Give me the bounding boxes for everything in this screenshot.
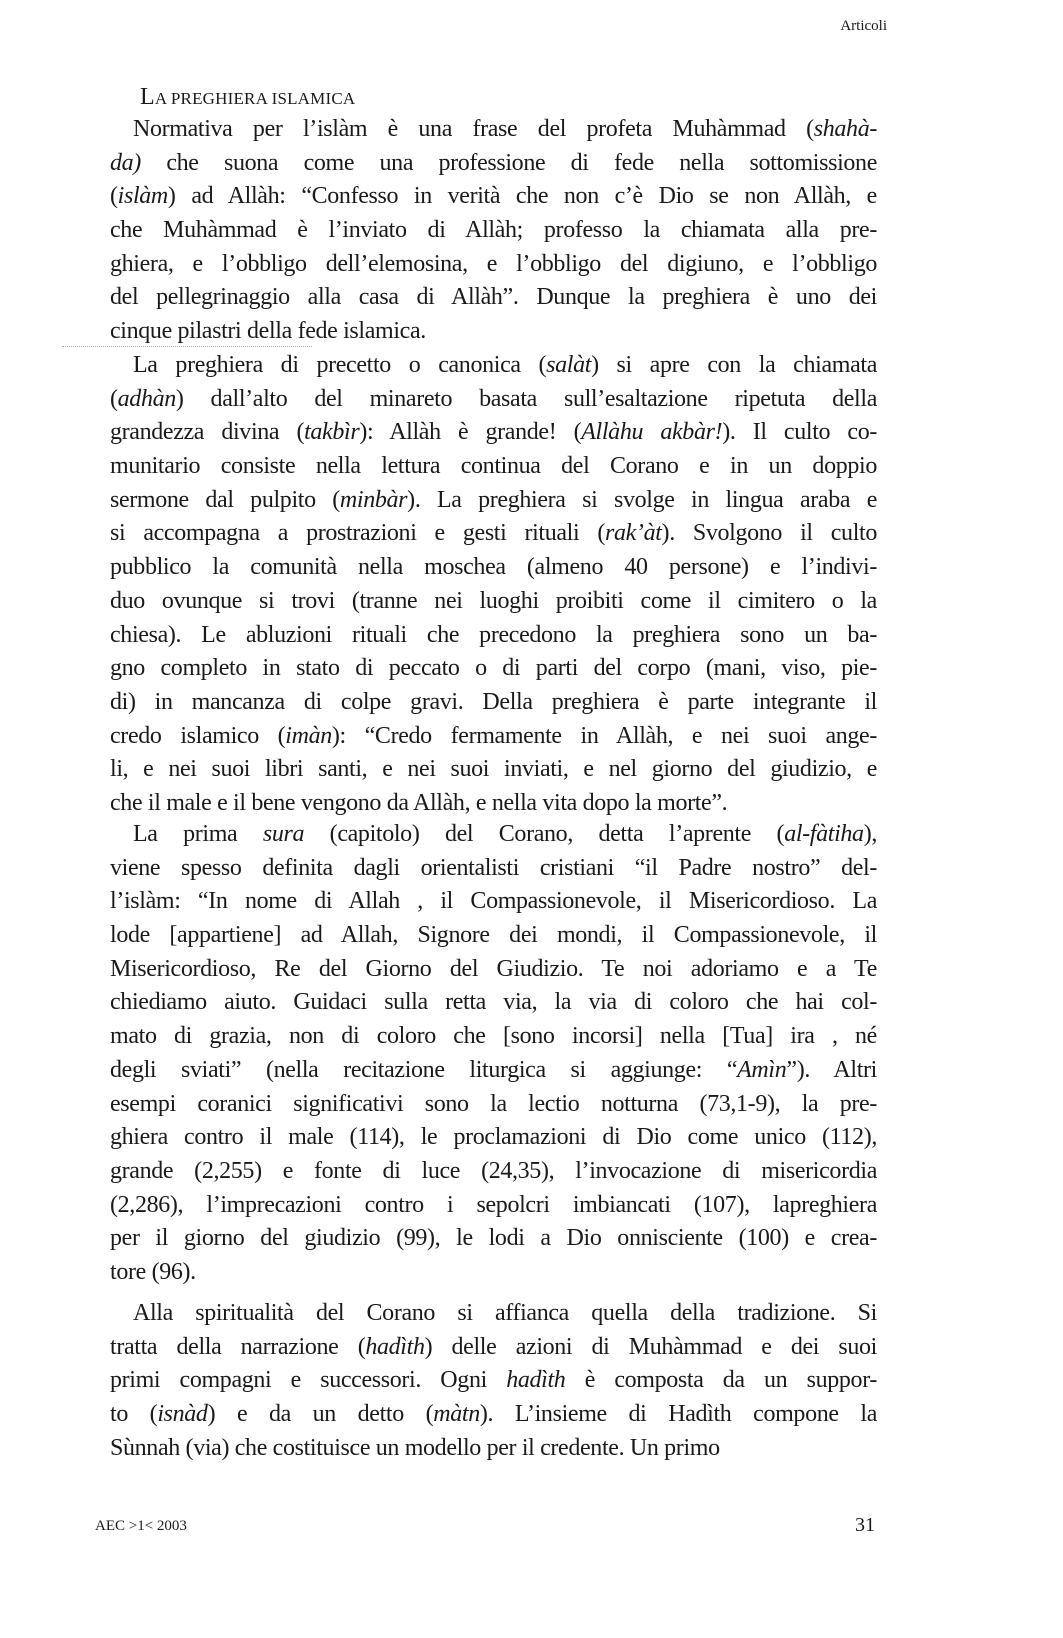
italic-term: hadìth: [365, 1333, 425, 1360]
italic-term: salàt: [546, 352, 592, 378]
text-line: [110, 416, 877, 450]
text-line: [110, 1256, 877, 1290]
text-line: [110, 686, 877, 720]
section-heading: [140, 84, 355, 111]
text-line: [110, 1155, 877, 1189]
text-line: [110, 919, 877, 953]
text-run: ”). Altri: [786, 1056, 877, 1083]
italic-term: Allàhu akbàr!: [581, 419, 723, 446]
text-line: [110, 852, 877, 886]
text-run: primi compagni e successori. Ogni: [110, 1367, 507, 1394]
text-run: La prima: [133, 821, 263, 847]
text-line: [110, 1364, 877, 1398]
italic-term: isnàd: [157, 1401, 208, 1428]
text-run: Sùnnah (via) che costituisce un modello per il credente. Un primo: [110, 1434, 720, 1461]
italic-term: sura: [262, 821, 305, 847]
paragraph-hadith: [110, 1297, 877, 1465]
italic-term: da): [110, 149, 141, 176]
text-line: [110, 180, 877, 214]
italic-term: takbìr: [304, 419, 360, 446]
text-line: [110, 885, 877, 919]
text-run: tore (96).: [110, 1258, 196, 1285]
text-line: [110, 953, 877, 987]
text-run: ). L’insieme di Hadìth compone la: [479, 1401, 878, 1428]
italic-term: adhàn: [117, 385, 176, 412]
text-run: ): “Credo fermamente in Allàh, e nei suoi ange-: [331, 722, 877, 749]
text-run: La preghiera di precetto o canonica (: [133, 352, 547, 378]
text-run: si accompagna a prostrazioni e gesti rituali (: [110, 520, 605, 547]
text-run: Misericordioso, Re del Giorno del Giudizio. Te noi adoriamo e a Te: [110, 955, 877, 982]
italic-term: màtn: [433, 1401, 480, 1428]
text-run: (: [110, 385, 118, 412]
text-run: del pellegrinaggio alla casa di Allàh”. Dunque la preghiera è uno dei: [110, 284, 877, 311]
text-line: [110, 1189, 877, 1223]
text-line: [110, 753, 877, 787]
footer-journal: AEC >1< 2003: [95, 1518, 187, 1534]
text-run: li, e nei suoi libri santi, e nei suoi inviati, e nel giorno del giudizio, e: [110, 756, 877, 783]
italic-term: hadìth: [506, 1367, 566, 1394]
text-line: [110, 1054, 877, 1088]
text-run: (2,286), l’imprecazioni contro i sepolcri imbiancati (107), lapreghiera: [110, 1191, 877, 1218]
text-run: ). Svolgono il culto: [661, 520, 877, 547]
text-line: [110, 349, 877, 383]
text-run: di) in mancanza di colpe gravi. Della preghiera è parte integrante il: [110, 688, 877, 715]
text-line: [110, 517, 877, 551]
text-line: [110, 1088, 877, 1122]
heading-smallcaps-rest: PREGHIERA ISLAMICA: [166, 89, 356, 108]
text-run: Alla spiritualità del Corano si affianca quella della tradizione. Si: [133, 1300, 877, 1326]
text-run: grande (2,255) e fonte di luce (24,35), l’invocazione di misericordia: [110, 1157, 877, 1184]
italic-term: islàm: [117, 183, 168, 210]
text-line: [110, 1398, 877, 1432]
text-line: [110, 652, 877, 686]
text-run: ghiera, e l’obbligo dell’elemosina, e l’obbligo del digiuno, e l’obbligo: [110, 250, 877, 277]
text-line: [110, 484, 877, 518]
text-line: [110, 720, 877, 754]
text-line: [110, 248, 877, 282]
text-run: pubblico la comunità nella moschea (almeno 40 persone) e l’indivi-: [110, 554, 877, 581]
italic-term: Amìn: [737, 1056, 787, 1083]
text-run: grandezza divina (: [110, 419, 305, 446]
text-run: duo ovunque si trovi (tranne nei luoghi proibiti come il cimitero o la: [110, 587, 877, 614]
text-run: viene spesso definita dagli orientalisti cristiani “il Padre nostro” del-: [110, 854, 877, 881]
text-run: ) delle azioni di Muhàmmad e dei suoi: [424, 1333, 878, 1360]
text-run: ): Allàh è grande! (: [359, 419, 582, 446]
text-run: per il giorno del giudizio (99), le lodi a Dio onnisciente (100) e crea-: [110, 1225, 877, 1252]
text-run: (: [110, 183, 118, 210]
text-line: [110, 450, 877, 484]
text-line: [110, 281, 877, 315]
heading-smallcaps-a: A: [154, 89, 167, 108]
text-line: [110, 1020, 877, 1054]
text-run: ) ad Allàh: “Confesso in verità che non c’è Dio se non Allàh, e: [167, 183, 877, 210]
text-run: ghiera contro il male (114), le proclamazioni di Dio come unico (112),: [110, 1124, 877, 1151]
text-run: degli sviati” (nella recitazione liturgica si aggiunge: “: [110, 1056, 738, 1083]
text-line: [110, 551, 877, 585]
text-run: ) e da un detto (: [207, 1401, 434, 1428]
text-line: [110, 585, 877, 619]
text-run: ) si apre con la chiamata: [591, 352, 877, 378]
text-run: credo islamico (: [110, 722, 286, 749]
text-run: ). La preghiera si svolge in lingua araba e: [407, 486, 877, 513]
heading-initial: L: [140, 84, 155, 110]
text-run: l’islàm: “In nome di Allah , il Compassionevole, il Misericordioso. La: [110, 888, 877, 915]
text-line: [110, 1297, 877, 1331]
text-line: [110, 787, 877, 821]
italic-term: shahà-: [813, 116, 877, 142]
text-run: munitario consiste nella lettura continua del Corano e in un doppio: [110, 453, 877, 480]
running-head: Articoli: [840, 18, 887, 34]
text-run: Normativa per l’islàm è una frase del profeta Muhàmmad (: [133, 116, 814, 142]
text-line: [110, 113, 877, 147]
text-line: [110, 315, 877, 349]
text-run: ). Il culto co-: [722, 419, 877, 446]
paragraph-fatiha: [110, 818, 877, 1290]
italic-term: minbàr: [339, 486, 408, 513]
text-run: ),: [863, 821, 877, 847]
text-run: (capitolo) del Corano, detta l’aprente (: [304, 821, 785, 847]
text-run: sermone dal pulpito (: [110, 486, 340, 513]
text-run: chiediamo aiuto. Guidaci sulla retta via, la via di coloro che hai col-: [110, 989, 877, 1016]
text-run: che il male e il bene vengono da Allàh, e nella vita dopo la morte”.: [110, 789, 728, 816]
text-run: lode [appartiene] ad Allah, Signore dei mondi, il Compassionevole, il: [110, 922, 877, 949]
italic-term: al-fàtiha: [784, 821, 864, 847]
italic-term: imàn: [285, 722, 332, 749]
text-line: [110, 147, 877, 181]
text-run: to (: [110, 1401, 158, 1428]
text-run: mato di grazia, non di coloro che [sono incorsi] nella [Tua] ira , né: [110, 1023, 877, 1050]
text-line: [110, 1331, 877, 1365]
text-line: [110, 986, 877, 1020]
text-run: cinque pilastri della fede islamica.: [110, 318, 426, 345]
text-run: che suona come una professione di fede nella sottomissione: [140, 149, 877, 176]
text-run: tratta della narrazione (: [110, 1333, 366, 1360]
text-line: [110, 818, 877, 852]
text-run: gno completo in stato di peccato o di parti del corpo (mani, viso, pie-: [110, 655, 877, 682]
text-run: che Muhàmmad è l’inviato di Allàh; professo la chiamata alla pre-: [110, 217, 877, 244]
text-line: [110, 383, 877, 417]
text-line: [110, 214, 877, 248]
page-number: 31: [855, 1514, 875, 1536]
text-run: esempi coranici significativi sono la lectio notturna (73,1-9), la pre-: [110, 1090, 877, 1117]
text-run: chiesa). Le abluzioni rituali che precedono la preghiera sono un ba-: [110, 621, 877, 648]
text-line: [110, 1432, 877, 1466]
text-run: ) dall’alto del minareto basata sull’esaltazione ripetuta della: [175, 385, 877, 412]
text-line: [110, 1121, 877, 1155]
text-line: [110, 1222, 877, 1256]
text-line: [110, 619, 877, 653]
paragraph-shahada: [110, 113, 877, 349]
text-run: è composta da un suppor-: [565, 1367, 877, 1394]
paragraph-salat: [110, 349, 877, 821]
italic-term: rak’àt: [604, 520, 662, 547]
